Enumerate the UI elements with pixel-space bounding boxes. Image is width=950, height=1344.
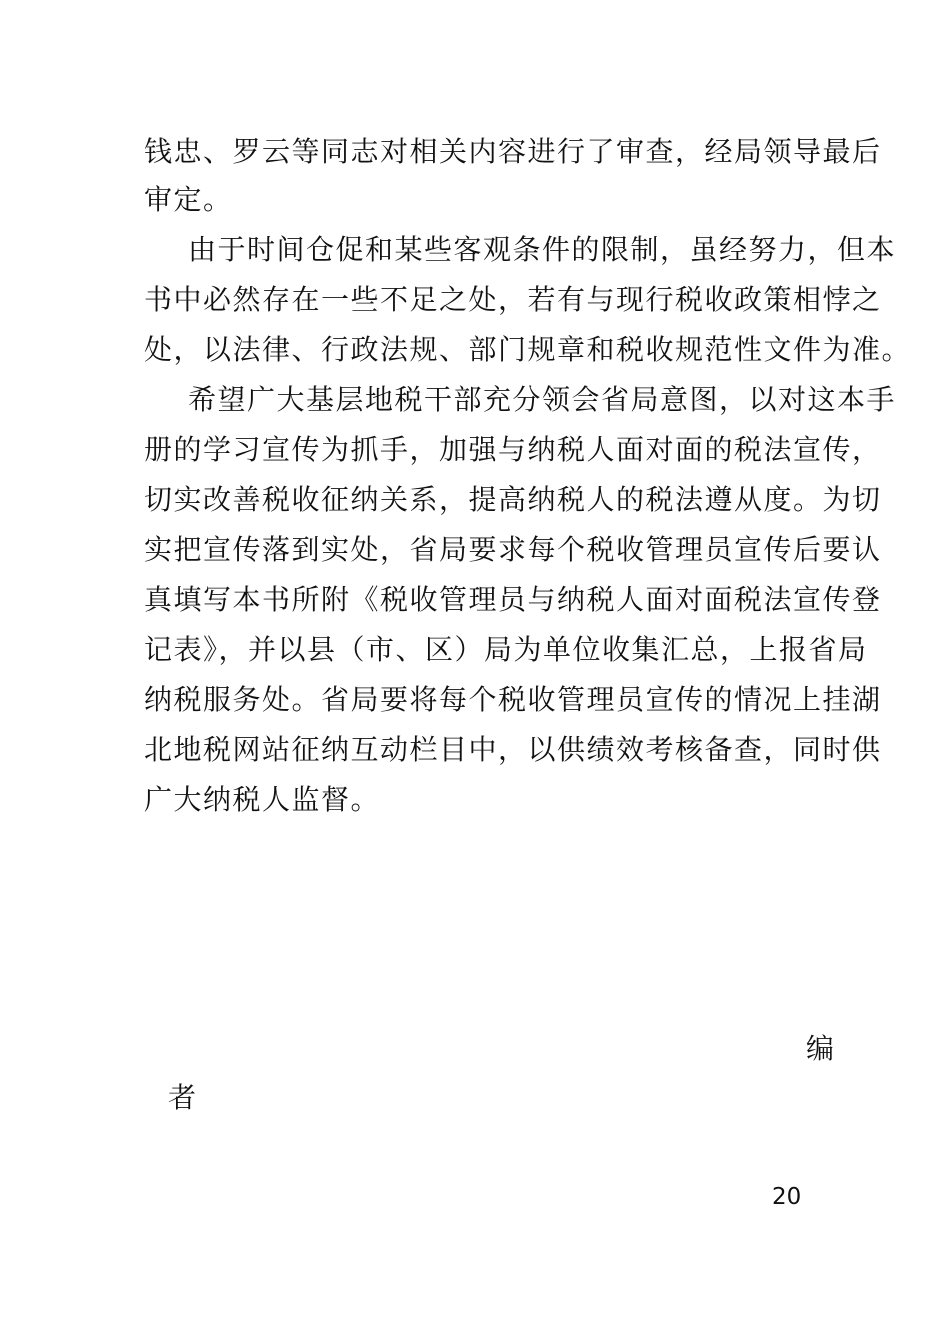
- paragraph-3-line-1: 希望广大基层地税干部充分领会省局意图，以对这本手: [188, 383, 897, 416]
- paragraph-2-line-2: 书中必然存在一些不足之处，若有与现行税收政策相悖之: [144, 283, 882, 316]
- paragraph-3-line-7: 纳税服务处。省局要将每个税收管理员宣传的情况上挂湖: [144, 683, 882, 716]
- paragraph-3-line-8: 北地税网站征纳互动栏目中，以供绩效考核备查，同时供: [144, 733, 882, 766]
- paragraph-3-line-6: 记表》，并以县（市、区）局为单位收集汇总，上报省局: [144, 633, 868, 666]
- paragraph-3-line-4: 实把宣传落到实处，省局要求每个税收管理员宣传后要认: [144, 533, 882, 566]
- paragraph-3-line-5: 真填写本书所附《税收管理员与纳税人面对面税法宣传登: [144, 583, 882, 616]
- paragraph-1-line-1: 钱忠、罗云等同志对相关内容进行了审查，经局领导最后: [144, 135, 882, 168]
- paragraph-2-line-3: 处，以法律、行政法规、部门规章和税收规范性文件为准。: [144, 333, 912, 366]
- paragraph-1-line-2: 审定。: [144, 183, 233, 216]
- page-number: 20: [772, 1184, 802, 1210]
- paragraph-2-line-1: 由于时间仓促和某些客观条件的限制，虽经努力，但本: [188, 233, 897, 266]
- paragraph-3-line-2: 册的学习宣传为抓手，加强与纳税人面对面的税法宣传，: [144, 433, 882, 466]
- paragraph-3-line-9: 广大纳税人监督。: [144, 783, 381, 816]
- signature-char-2: 者: [168, 1081, 197, 1114]
- paragraph-3-line-3: 切实改善税收征纳关系，提高纳税人的税法遵从度。为切: [144, 483, 882, 516]
- signature-char-1: 编: [806, 1032, 835, 1065]
